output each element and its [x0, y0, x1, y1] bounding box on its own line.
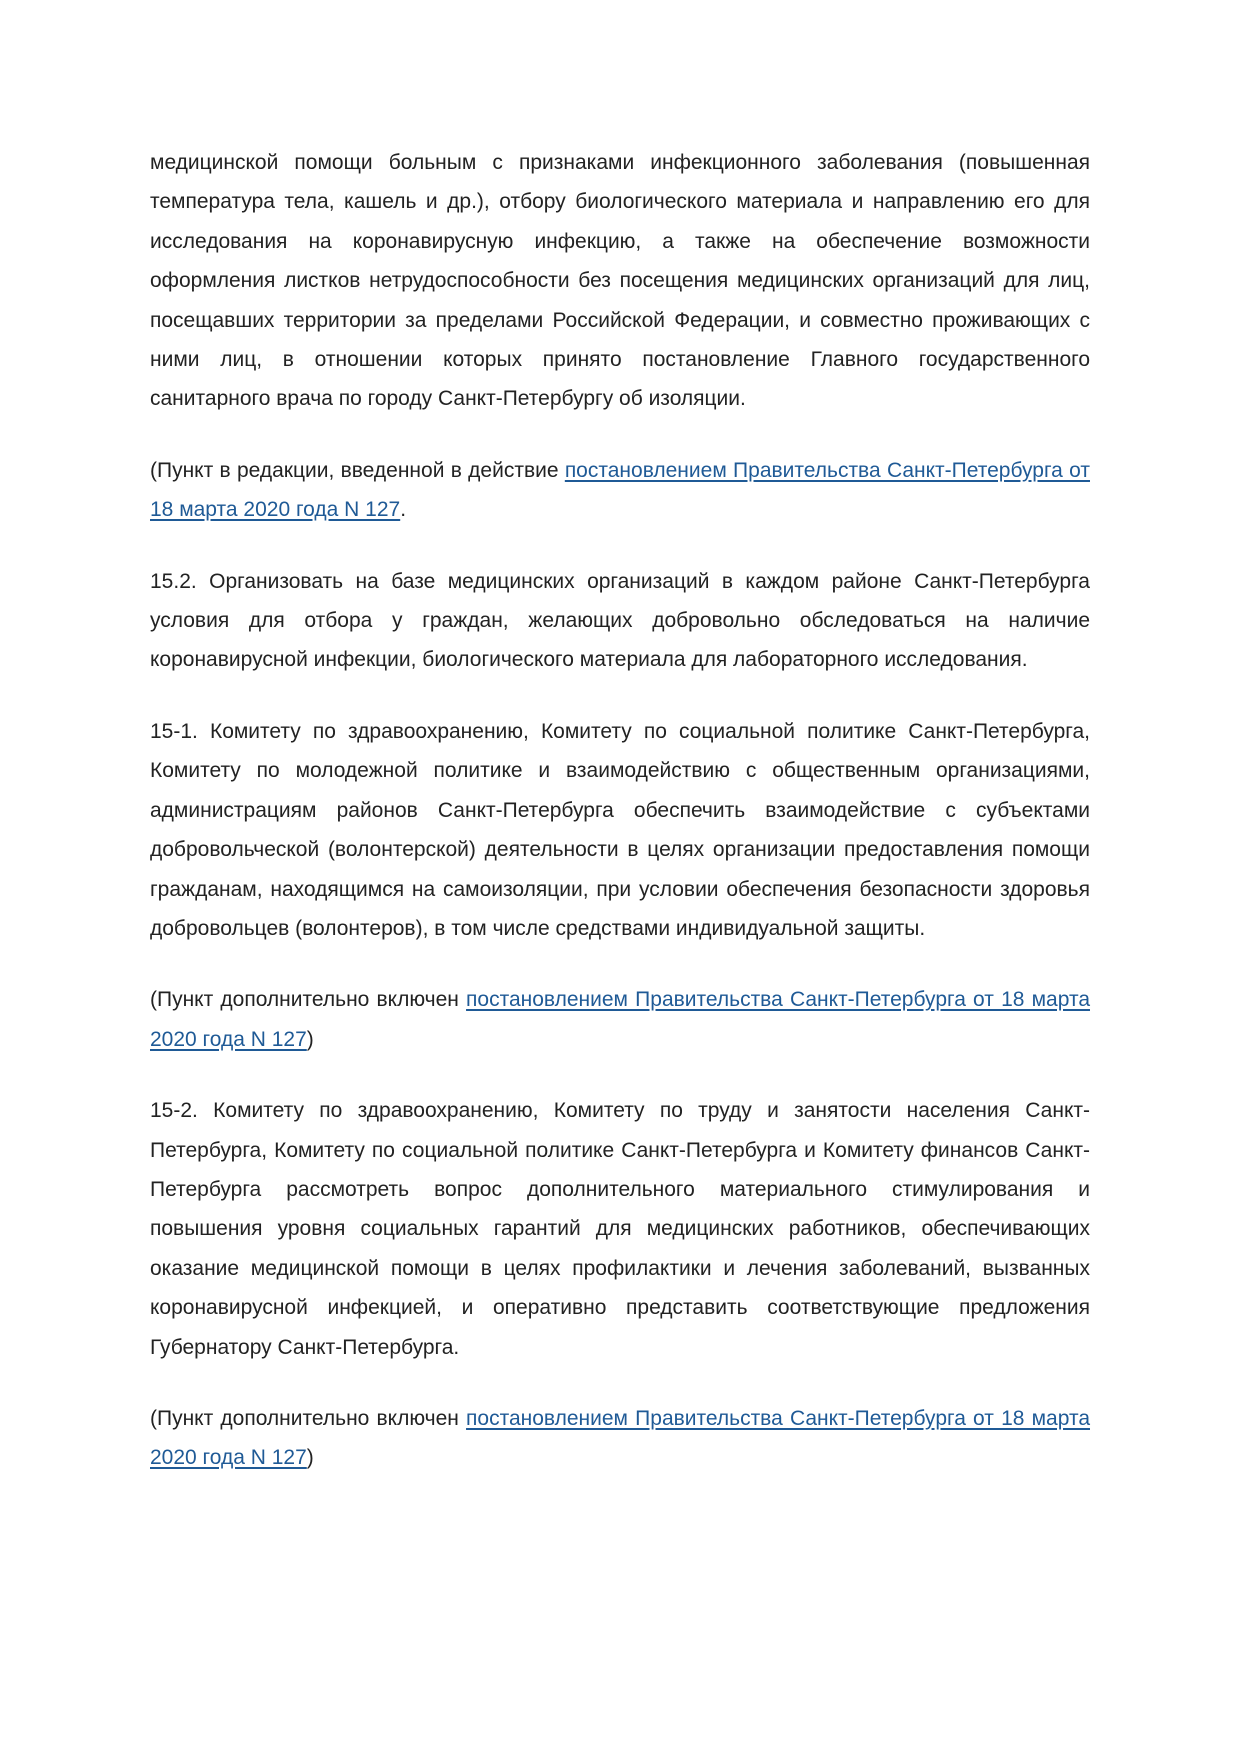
paragraph-15-2-committees: 15-2. Комитету по здравоохранению, Комитету по труду и занятости населения Санкт-Петербурга, Комитету по социальной политике Санкт-Петербурга и Комитету финансов Санкт-Петербурга рассмотреть вопрос дополнительного материального стимулирования и повышения уровня социальных гарантий для медицинских работников, обеспечивающих оказание медицинской помощи в целях профилактики и лечения заболеваний, вызванных коронавирусной инфекцией, и оперативно представить соответствующие предложения Губернатору Санкт-Петербурга. — [150, 1099, 1090, 1359]
decree-link-2[interactable]: постановлением Правительства Санкт-Петербурга от 18 марта 2020 года N 127 — [150, 988, 1090, 1051]
amendment-note-2-suffix: ) — [306, 1027, 314, 1051]
amendment-note-1 — [150, 451, 1090, 530]
decree-link-3[interactable]: постановлением Правительства Санкт-Петербурга от 18 марта 2020 года N 127 — [150, 1406, 1090, 1470]
amendment-note-3-prefix: (Пункт дополнительно включен — [150, 1406, 467, 1430]
amendment-note-2-prefix: (Пункт дополнительно включен — [150, 988, 467, 1012]
paragraph-15-2: 15.2. Организовать на базе медицинских организаций в каждом районе Санкт-Петербурга условия для отбора у граждан, желающих добровольно обследоваться на наличие коронавирусной инфекции, биологического материала для лабораторного исследования. — [150, 569, 1090, 672]
document-body — [150, 143, 1090, 1510]
paragraph-medical-help: медицинской помощи больным с признаками инфекционного заболевания (повышенная температура тела, кашель и др.), отбору биологического материала и направлению его для исследования на коронавирусную инфекцию, а также на обеспечение возможности оформления листков нетрудоспособности без посещения медицинских организаций для лиц, посещавших территории за пределами Российской Федерации, и совместно проживающих с ними лиц, в отношении которых принято постановление Главного государственного санитарного врача по городу Санкт-Петербургу об изоляции. — [150, 151, 1090, 411]
amendment-note-3 — [150, 1399, 1090, 1478]
paragraph-15-1: 15-1. Комитету по здравоохранению, Комитету по социальной политике Санкт-Петербурга, Комитету по молодежной политике и взаимодействию с общественным организациями, администрациям районов Санкт-Петербурга обеспечить взаимодействие с субъектами добровольческой (волонтерской) деятельности в целях организации предоставления помощи гражданам, находящимся на самоизоляции, при условии обеспечения безопасности здоровья добровольцев (волонтеров), в том числе средствами индивидуальной защиты. — [150, 719, 1090, 940]
amendment-note-1-suffix: . — [400, 498, 407, 522]
amendment-note-2 — [150, 980, 1090, 1059]
amendment-note-3-suffix: ) — [306, 1446, 314, 1470]
decree-link-1[interactable]: постановлением Правительства Санкт-Петербурга от 18 марта 2020 года N 127 — [150, 458, 1090, 522]
amendment-note-1-prefix: (Пункт в редакции, введенной в действие — [150, 458, 565, 482]
